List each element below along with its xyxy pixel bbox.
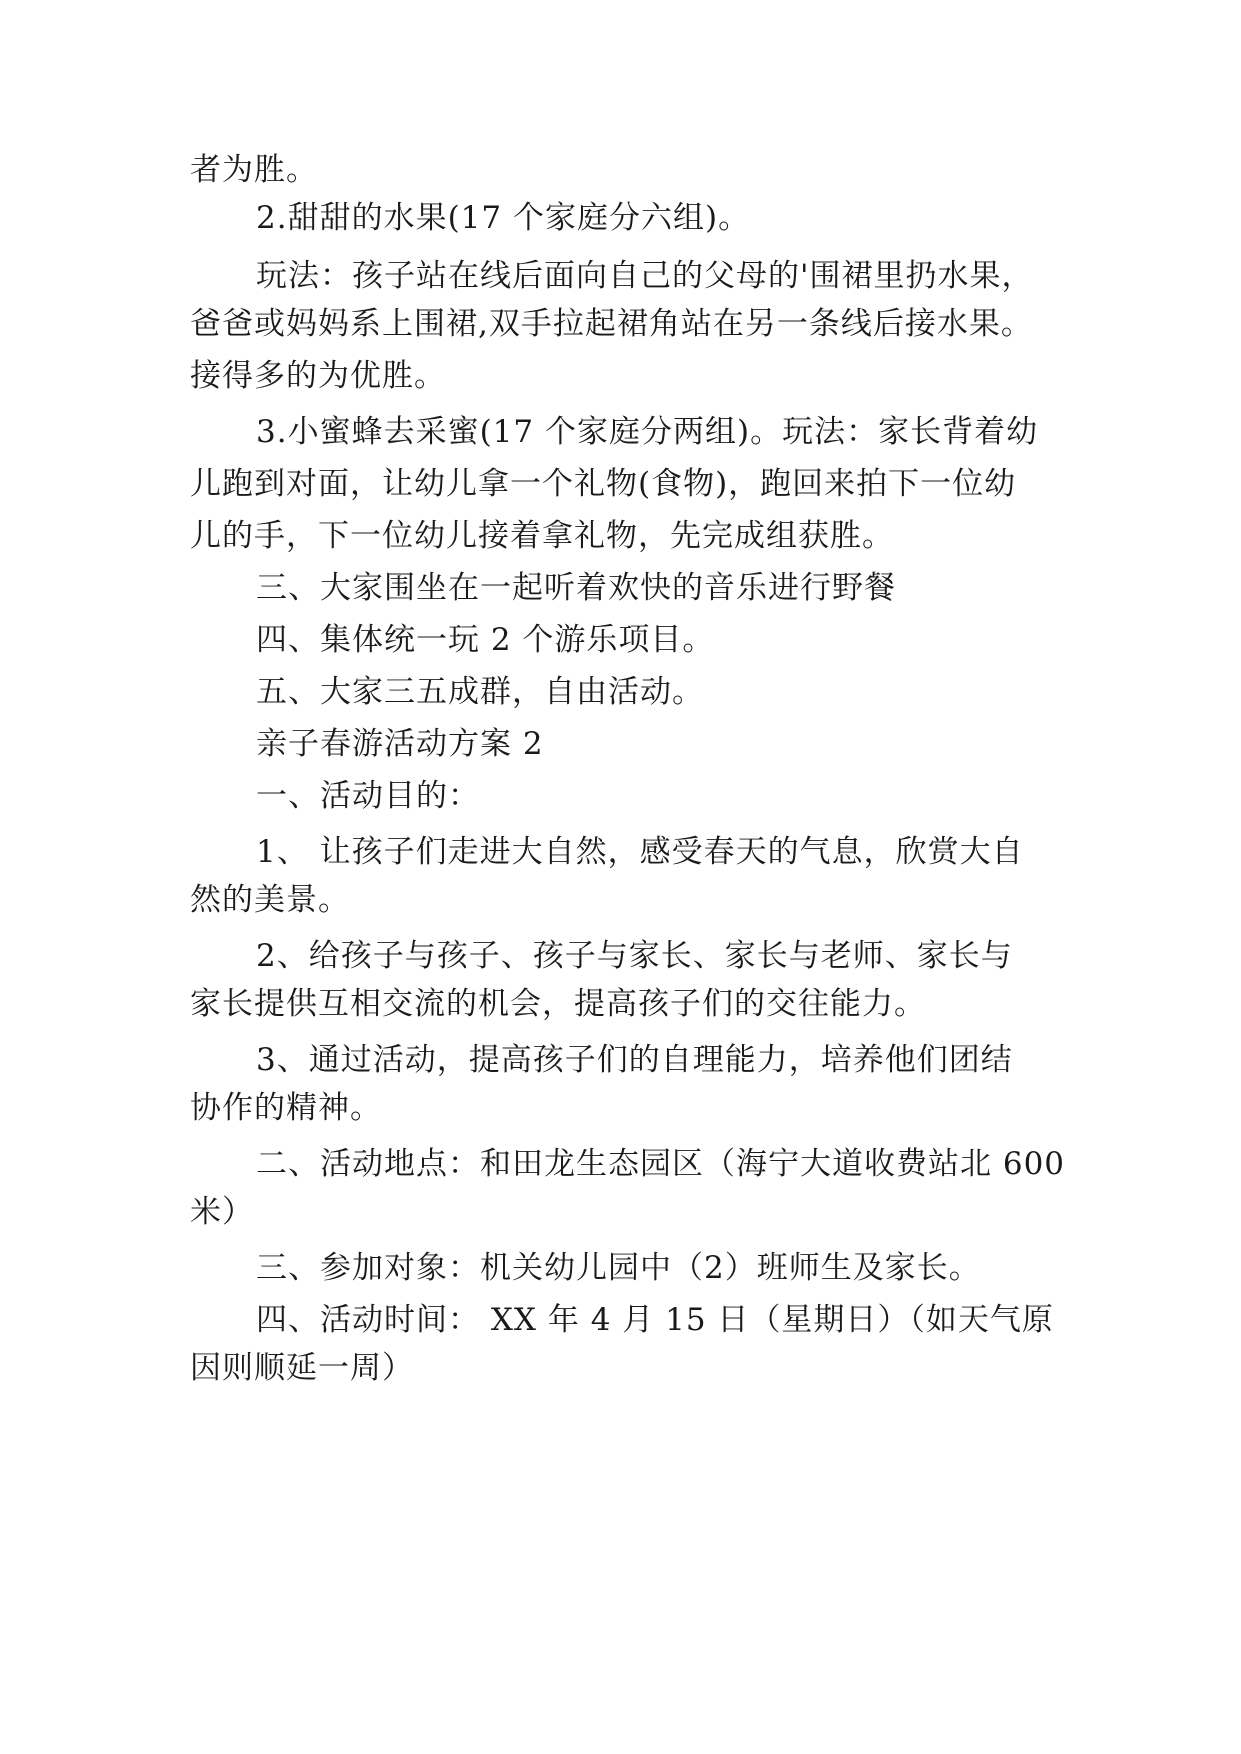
text-line: 爸爸或妈妈系上围裙,双手拉起裙角站在另一条线后接水果。 <box>190 306 1033 342</box>
text-line: 因则顺延一周） <box>190 1350 414 1386</box>
text-line: 二、活动地点：和田龙生态园区（海宁大道收费站北 600 <box>256 1146 1066 1182</box>
text-line: 儿跑到对面，让幼儿拿一个礼物(食物)，跑回来拍下一位幼 <box>190 466 1017 502</box>
text-line: 玩法：孩子站在线后面向自己的父母的'围裙里扔水果， <box>256 258 1034 294</box>
text-line: 亲子春游活动方案 2 <box>256 726 544 762</box>
text-line: 五、大家三五成群，自由活动。 <box>256 674 704 710</box>
text-line: 家长提供互相交流的机会，提高孩子们的交往能力。 <box>190 986 926 1022</box>
text-line: 者为胜。 <box>190 152 318 188</box>
text-line: 3、通过活动，提高孩子们的自理能力，培养他们团结 <box>256 1042 1013 1078</box>
text-line: 2.甜甜的水果(17 个家庭分六组)。 <box>256 200 751 236</box>
text-line: 3.小蜜蜂去采蜜(17 个家庭分两组)。玩法：家长背着幼 <box>256 414 1039 450</box>
text-line: 一、活动目的： <box>256 778 480 814</box>
text-line: 四、集体统一玩 2 个游乐项目。 <box>256 622 715 658</box>
text-line: 儿的手，下一位幼儿接着拿礼物，先完成组获胜。 <box>190 518 894 554</box>
text-line: 2、给孩子与孩子、孩子与家长、家长与老师、家长与 <box>256 938 1013 974</box>
text-line: 接得多的为优胜。 <box>190 358 446 394</box>
text-line: 协作的精神。 <box>190 1090 382 1126</box>
text-line: 三、大家围坐在一起听着欢快的音乐进行野餐 <box>256 570 896 606</box>
text-line: 1、 让孩子们走进大自然，感受春天的气息，欣赏大自 <box>256 834 1024 870</box>
text-line: 然的美景。 <box>190 882 350 918</box>
text-line: 四、活动时间： XX 年 4 月 15 日（星期日）（如天气原 <box>256 1302 1054 1338</box>
text-line: 米） <box>190 1194 254 1230</box>
text-line: 三、参加对象：机关幼儿园中（2）班师生及家长。 <box>256 1250 981 1286</box>
